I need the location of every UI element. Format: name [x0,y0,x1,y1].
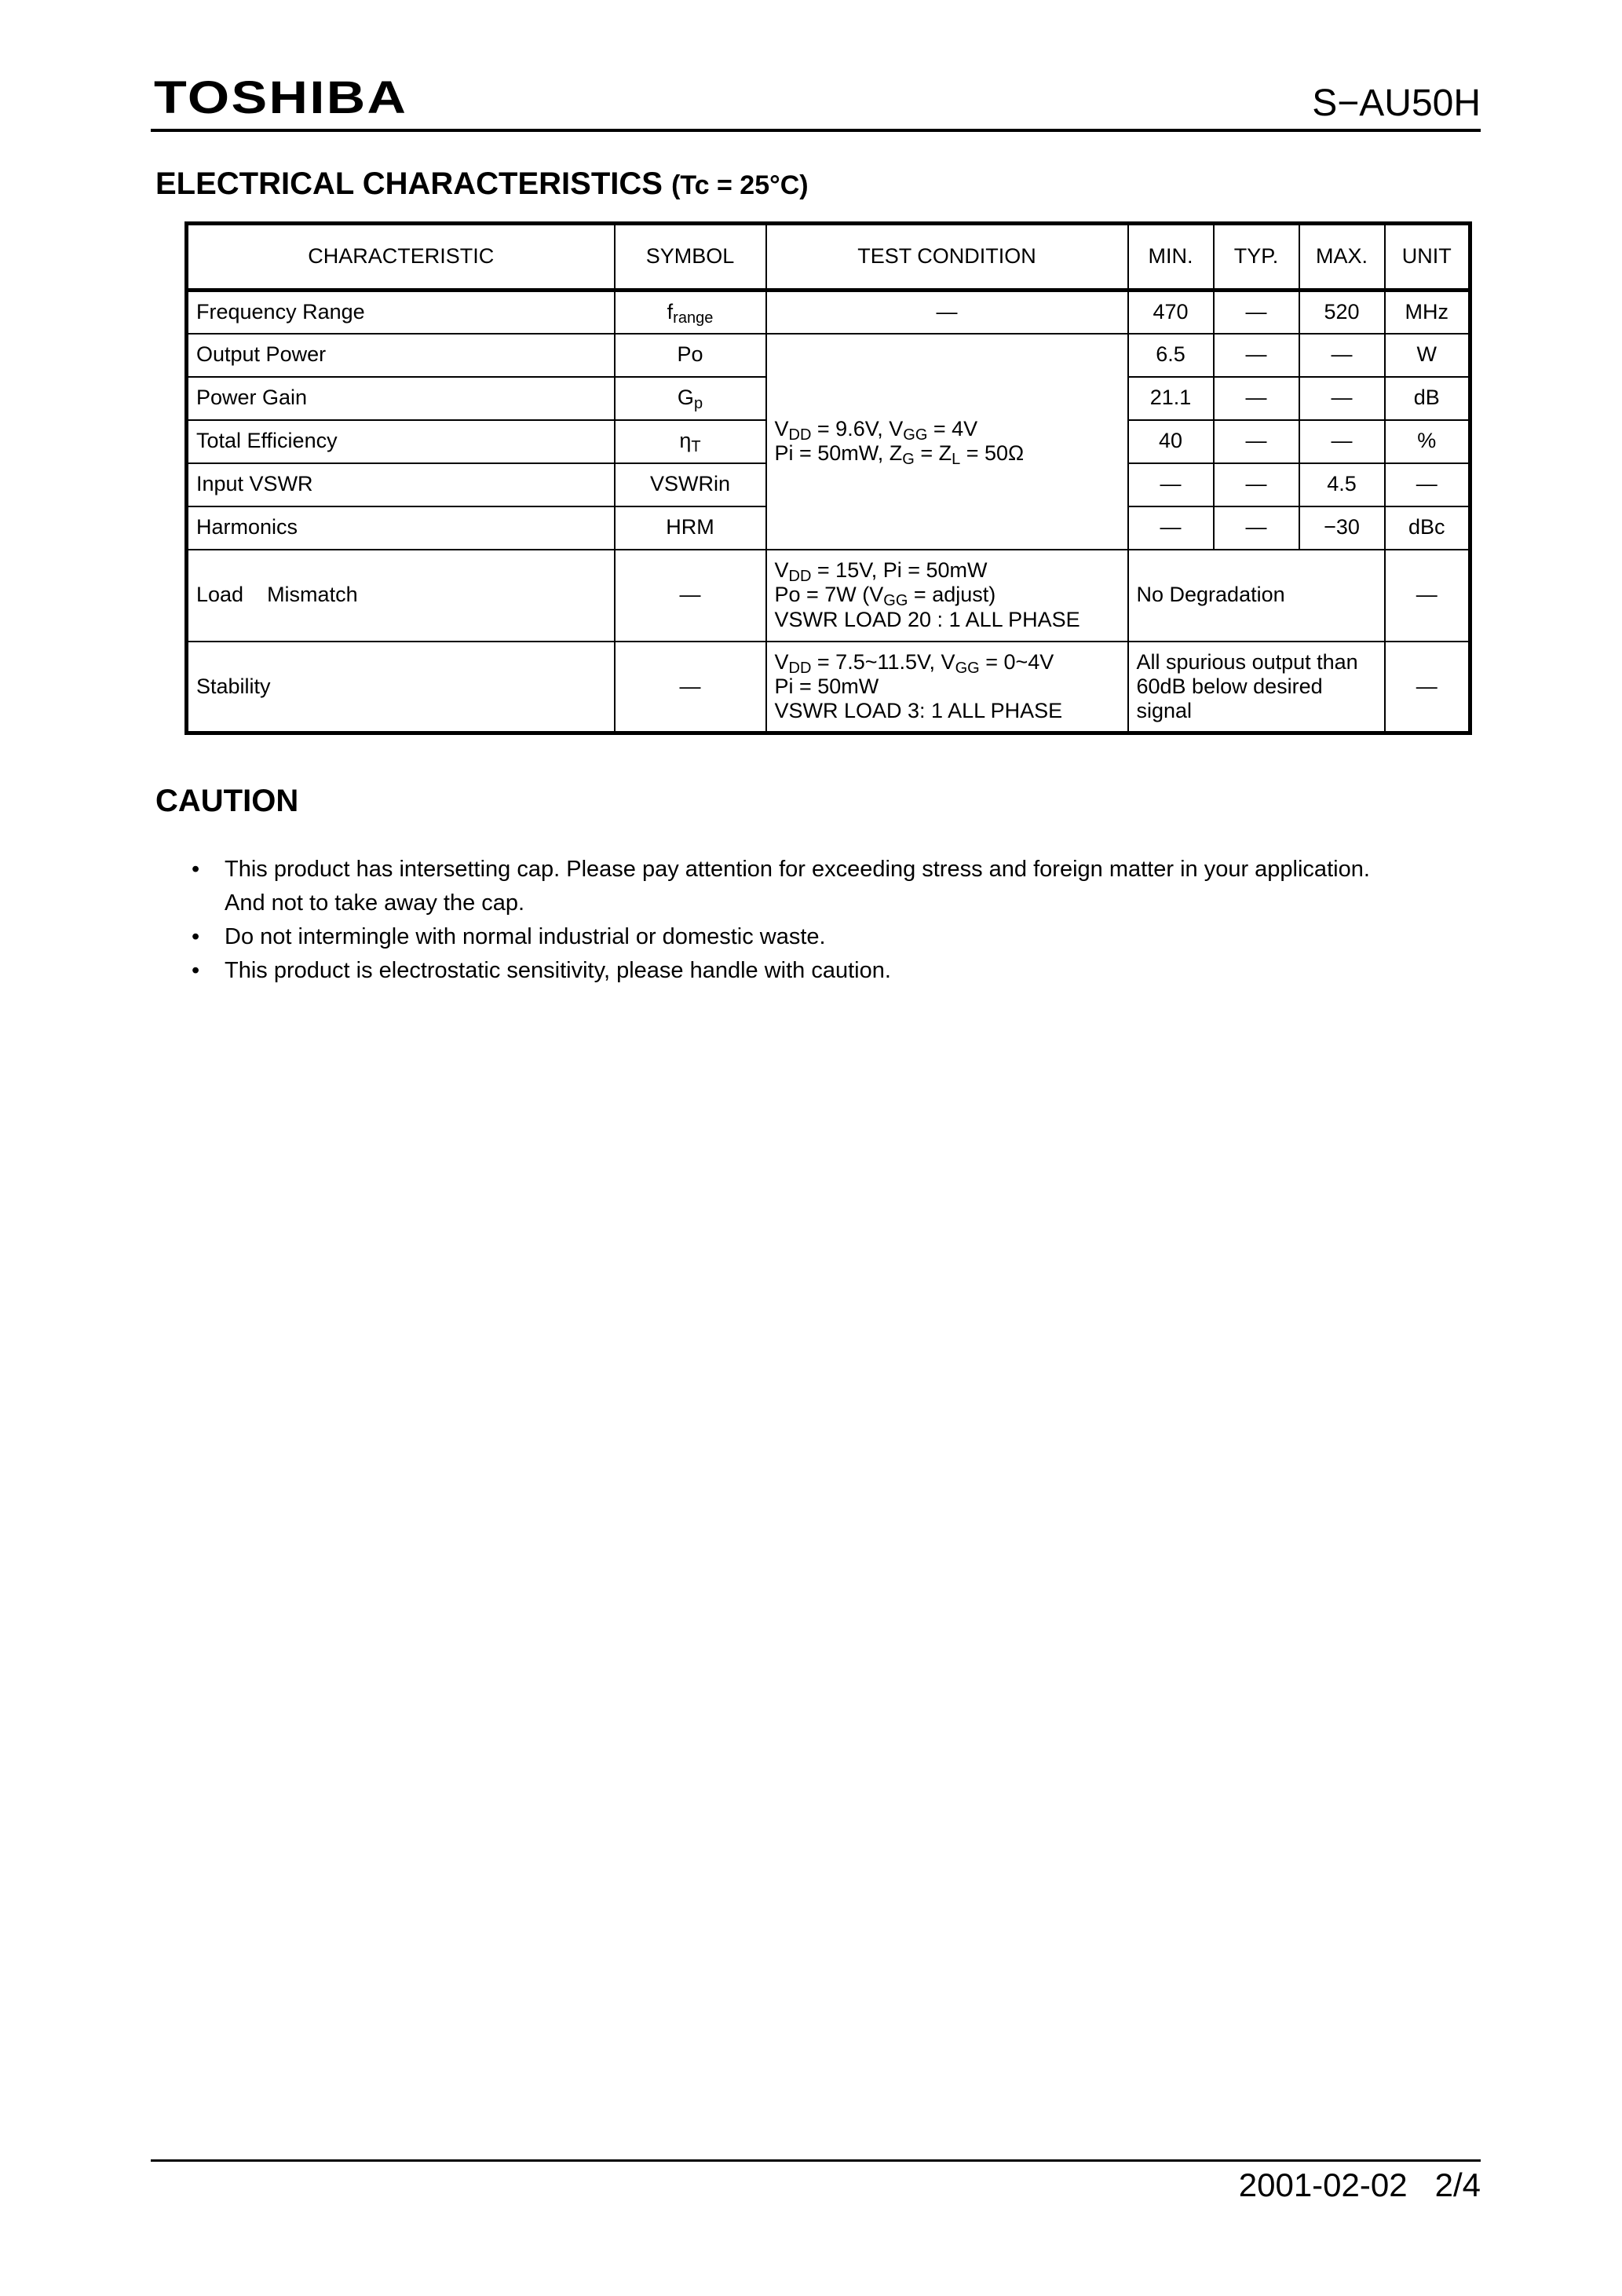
toshiba-logo: TOSHIBA [154,72,408,123]
list-item: • This product has intersetting cap. Please pay attention for exceeding stress and foreign matter in your application. And not to take away the cap. [192,853,1495,920]
col-test-condition: TEST CONDITION [766,224,1128,291]
unit-cell: MHz [1385,291,1470,334]
unit-cell: — [1385,642,1470,733]
typ-cell: — [1214,334,1299,377]
result-cell: No Degradation [1128,550,1385,642]
footer-date: 2001-02-02 [1238,2166,1408,2203]
unit-cell: dB [1385,377,1470,420]
col-symbol: SYMBOL [615,224,766,291]
characteristic-cell: Power Gain [187,377,615,420]
characteristic-cell: Frequency Range [187,291,615,334]
characteristic-cell: Total Efficiency [187,420,615,463]
symbol-cell [615,291,766,334]
min-cell: 6.5 [1128,334,1214,377]
symbol-cell: Po [615,334,766,377]
min-cell: 470 [1128,291,1214,334]
max-cell: — [1299,377,1385,420]
symbol-main: f [667,300,674,324]
min-cell: 40 [1128,420,1214,463]
max-cell: 520 [1299,291,1385,334]
result-cell: All spurious output than 60dB below desired signal [1128,642,1385,733]
symbol-cell: — [615,642,766,733]
max-cell: — [1299,420,1385,463]
list-item: • This product is electrostatic sensitivity, please handle with caution. [192,954,1495,988]
typ-cell: — [1214,377,1299,420]
electrical-characteristics-heading [155,168,809,199]
characteristic-cell: Output Power [187,334,615,377]
symbol-cell: $G_p$ [615,377,766,420]
characteristic-cell: Load Mismatch [187,550,615,642]
bullet-icon: • [192,958,200,983]
footer-rule [151,2159,1481,2162]
condition-cell: $V_{DD}$ = 7.5~11.5V, $V_{GG}$ = 0~4V Pi = 50mW VSWR LOAD 3: 1 ALL PHASE [766,642,1128,733]
col-min: MIN. [1128,224,1214,291]
max-cell: — [1299,334,1385,377]
min-cell: — [1128,463,1214,506]
unit-cell: dBc [1385,506,1470,550]
characteristic-cell: Input VSWR [187,463,615,506]
list-item: • Do not intermingle with normal industrial or domestic waste. [192,920,1495,954]
symbol-cell: VSWRin [615,463,766,506]
typ-cell: — [1214,463,1299,506]
col-characteristic: CHARACTERISTIC [187,224,615,291]
symbol-cell: — [615,550,766,642]
shared-condition-cell: $V_{DD} = 9.6V$, $V_{GG} = 4V$ Pi = 50mW, $Z_G = Z_L = 50\Omega$ [766,334,1128,550]
col-max: MAX. [1299,224,1385,291]
typ-cell: — [1214,420,1299,463]
max-cell: 4.5 [1299,463,1385,506]
page-footer [1238,2166,1481,2203]
typ-cell: — [1214,506,1299,550]
page-number: 2/4 [1434,2166,1481,2203]
bullet-icon: • [192,924,200,949]
unit-cell: W [1385,334,1470,377]
table-row [187,334,1470,377]
caution-heading: CAUTION [155,784,299,818]
max-cell: −30 [1299,506,1385,550]
table-row [187,642,1470,733]
characteristic-cell: Stability [187,642,615,733]
min-cell: 21.1 [1128,377,1214,420]
section-title: ELECTRICAL CHARACTERISTICS [155,166,663,201]
unit-cell: — [1385,463,1470,506]
section-condition: (Tc = 25°C) [671,170,809,200]
min-cell: — [1128,506,1214,550]
table-row [187,291,1470,334]
unit-cell: — [1385,550,1470,642]
typ-cell: — [1214,291,1299,334]
caution-list [192,853,1495,988]
part-number: S−AU50H [1312,82,1481,124]
symbol-subscript: range [673,309,714,327]
unit-cell: % [1385,420,1470,463]
col-typ: TYP. [1214,224,1299,291]
characteristic-cell: Harmonics [187,506,615,550]
bullet-icon: • [192,857,200,882]
symbol-cell: $\eta_T$ [615,420,766,463]
col-unit: UNIT [1385,224,1470,291]
header-rule [151,129,1481,132]
table-header-row [187,224,1470,291]
electrical-characteristics-table [184,221,1472,735]
symbol-cell: HRM [615,506,766,550]
condition-cell: $V_{DD} = 15V$, Pi = 50mW Po = 7W ($V_{GG}$ = adjust) VSWR LOAD 20 : 1 ALL PHASE [766,550,1128,642]
condition-cell: — [766,291,1128,334]
table-row [187,550,1470,642]
